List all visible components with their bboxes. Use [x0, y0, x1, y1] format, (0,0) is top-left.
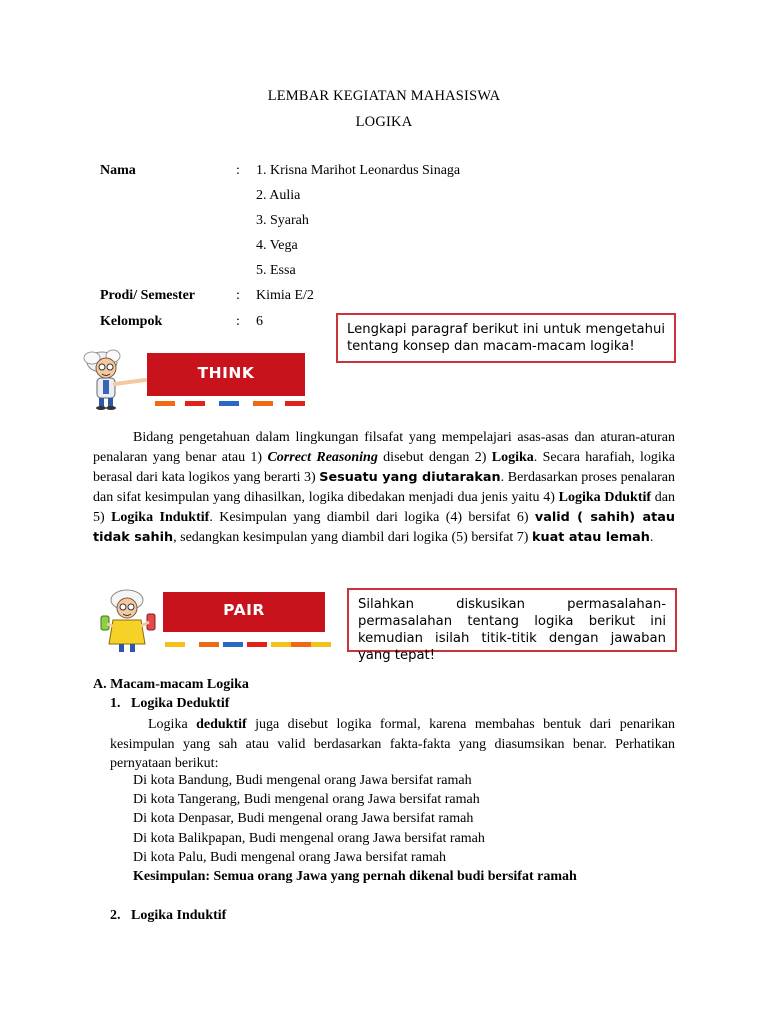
- section-a-heading: A. Macam-macam Logika: [93, 677, 249, 692]
- deduktif-text: Logika: [148, 717, 197, 732]
- pair-instruction-text: Silahkan diskusikan permasalahan-permasalahan tentang logika berikut ini kemudian isilah titik-titik dengan jawaban yang tepat!: [358, 597, 666, 663]
- deduktif-term: deduktif: [196, 717, 247, 732]
- kelompok-label: Kelompok: [100, 314, 163, 329]
- member-5: 5. Essa: [256, 263, 296, 278]
- pair-banner-label: PAIR: [223, 601, 265, 619]
- statement-2: Di kota Tangerang, Budi mengenal orang Jawa bersifat ramah: [133, 792, 480, 807]
- page-title: LEMBAR KEGIATAN MAHASISWA: [267, 88, 501, 104]
- member-1: 1. Krisna Marihot Leonardus Sinaga: [256, 163, 461, 178]
- think-banner: [147, 353, 305, 396]
- prodi-label: Prodi/ Semester: [100, 288, 195, 303]
- pair-dash: [291, 642, 311, 647]
- paragraph-text: dan 5): [93, 489, 675, 525]
- member-4: 4. Vega: [256, 238, 298, 253]
- think-dashes: [147, 401, 307, 407]
- paragraph-text: . Secara harafiah, logika berasal dari kata logikos yang berarti 3): [93, 449, 676, 485]
- paragraph-text: Bidang pengetahuan dalam lingkungan filsafat yang mempelajari asas-asas dan aturan-aturan penalaran yang benar atau 1): [93, 430, 675, 465]
- name-colon: :: [236, 163, 240, 178]
- name-label: Nama: [100, 163, 136, 178]
- kelompok-value: 6: [256, 314, 263, 329]
- think-dash: [219, 401, 239, 406]
- statement-1: Di kota Bandung, Budi mengenal orang Jawa bersifat ramah: [133, 773, 472, 788]
- kelompok-colon: :: [236, 314, 240, 329]
- pair-instruction-box: [347, 588, 677, 663]
- think-dash: [185, 401, 205, 406]
- think-banner-label: THINK: [197, 364, 255, 382]
- deduktif-text: juga disebut logika formal, karena membahas bentuk dari penarikan kesimpulan yang sah atau valid berdasarkan fakta-fakta yang diasumsikan benar. Perhatikan pernyataan berikut:: [110, 717, 676, 771]
- page-subtitle: LOGIKA: [355, 114, 413, 130]
- answer-7: kuat atau lemah: [531, 529, 650, 545]
- deduktif-paragraph: [110, 715, 675, 774]
- statement-5: Di kota Palu, Budi mengenal orang Jawa bersifat ramah: [133, 850, 446, 865]
- answer-6: valid ( sahih) atau tidak sahih: [93, 509, 675, 545]
- paragraph-text: . Kesimpulan yang diambil dari logika (4) bersifat 6): [209, 509, 535, 525]
- pair-dash: [311, 642, 331, 647]
- answer-5: Logika Induktif: [111, 509, 210, 525]
- answer-3: Sesuatu yang diutarakan: [319, 469, 501, 485]
- pair-banner: [163, 592, 325, 632]
- answer-4: Logika Dduktif: [558, 489, 652, 505]
- think-dash: [285, 401, 305, 406]
- member-2: 2. Aulia: [256, 188, 301, 203]
- statement-4: Di kota Balikpapan, Budi mengenal orang Jawa bersifat ramah: [133, 831, 485, 846]
- pair-dash: [247, 642, 267, 647]
- think-dash: [253, 401, 273, 406]
- member-3: 3. Syarah: [256, 213, 309, 228]
- prodi-colon: :: [236, 288, 240, 303]
- conclusion: Kesimpulan: Semua orang Jawa yang pernah dikenal budi bersifat ramah: [133, 869, 577, 884]
- think-dash: [155, 401, 175, 406]
- paragraph-text: . Berdasarkan proses penalaran dan sifat kesimpulan yang dihasilkan, logika dibedakan menjadi dua jenis yaitu 4): [93, 469, 675, 505]
- answer-2: Logika: [491, 449, 534, 465]
- think-instruction-box: [336, 313, 676, 363]
- paragraph-text: disebut dengan 2): [377, 449, 492, 465]
- induktif-title: 2. Logika Induktif: [110, 908, 227, 923]
- pair-dash: [199, 642, 219, 647]
- prodi-value: Kimia E/2: [256, 288, 314, 303]
- pair-dash: [165, 642, 185, 647]
- scientist-icon: [97, 586, 165, 656]
- professor-icon: [80, 340, 152, 410]
- pair-dash: [271, 642, 291, 647]
- paragraph-text: , sedangkan kesimpulan yang diambil dari logika (5) bersifat 7): [173, 529, 532, 545]
- think-instruction-text: Lengkapi paragraf berikut ini untuk mengetahui tentang konsep dan macam-macam logika!: [347, 322, 665, 354]
- logic-paragraph: [93, 428, 675, 547]
- deduktif-title: 1. Logika Deduktif: [110, 696, 230, 711]
- paragraph-text: .: [649, 529, 654, 545]
- statement-3: Di kota Denpasar, Budi mengenal orang Jawa bersifat ramah: [133, 811, 474, 826]
- pair-dash: [223, 642, 243, 647]
- answer-1: Correct Reasoning: [267, 449, 378, 465]
- pair-dashes: [163, 642, 328, 648]
